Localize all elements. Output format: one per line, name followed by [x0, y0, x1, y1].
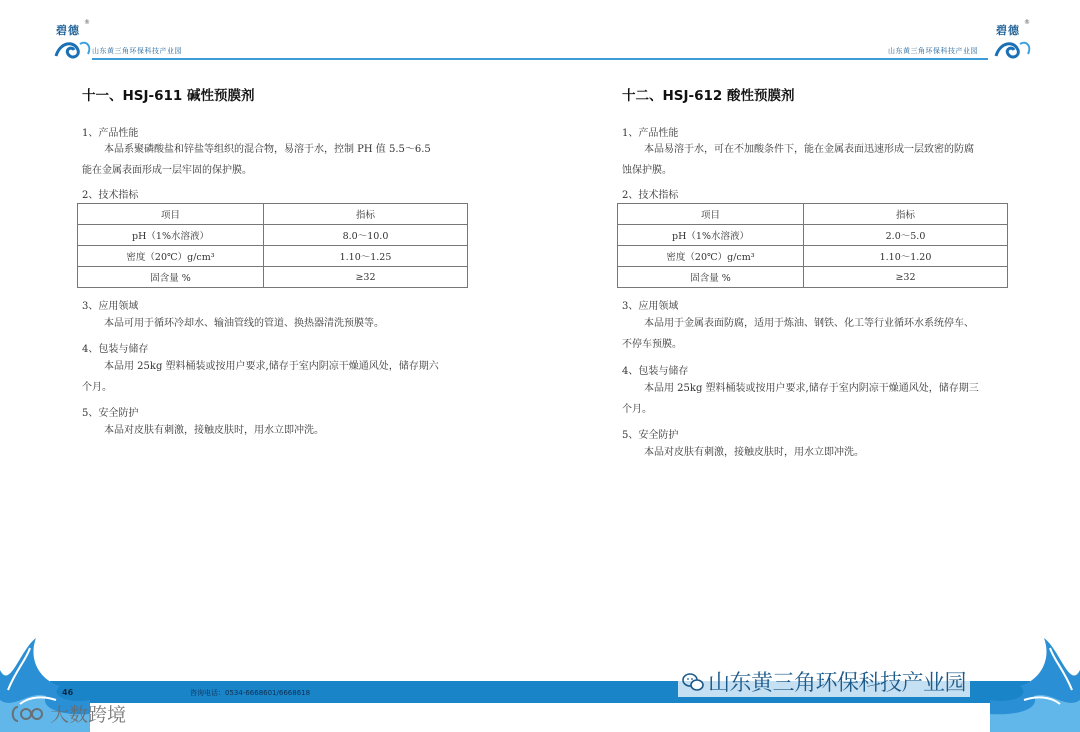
table-cell: 1.10～1.20: [804, 246, 1008, 267]
page-number: 46: [62, 688, 74, 697]
paragraph-line: 能在金属表面形成一层牢固的保护膜。: [82, 165, 252, 176]
paragraph-line: 本品用 25kg 塑料桶装或按用户要求,储存于室内阴凉干燥通风处，储存期三: [644, 383, 979, 394]
table-cell: 固含量 %: [618, 267, 804, 288]
table-row: [78, 267, 468, 288]
table-cell: pH（1%水溶液）: [618, 225, 804, 246]
section-heading: 5、安全防护: [82, 408, 139, 419]
table-cell: 1.10～1.25: [264, 246, 468, 267]
table-cell: 密度（20℃）g/cm³: [618, 246, 804, 267]
table-header-row: [618, 204, 1008, 225]
paragraph-line: 本品用于金属表面防腐，适用于炼油、钢铁、化工等行业循环水系统停车、: [644, 318, 974, 329]
watermark-text: 山东黄三角环保科技产业园: [708, 671, 967, 696]
section-heading: 4、包装与储存: [82, 344, 149, 355]
table-cell: pH（1%水溶液）: [78, 225, 264, 246]
decorative-wave-right: [990, 630, 1080, 732]
logo-wave-icon: [52, 36, 94, 64]
watermark-brand-text: 大数跨境: [50, 704, 127, 726]
table-header-cell: 指标: [264, 204, 468, 225]
table-header-row: [78, 204, 468, 225]
table-cell: 密度（20℃）g/cm³: [78, 246, 264, 267]
company-logo: [992, 19, 1034, 64]
brand-logo-icon: [8, 704, 44, 724]
table-header-cell: 项目: [78, 204, 264, 225]
section-heading: 1、产品性能: [622, 128, 679, 139]
table-cell: 固含量 %: [78, 267, 264, 288]
logo-text: 碧德: [996, 24, 1020, 37]
header-divider: [540, 58, 988, 60]
table-cell: 2.0～5.0: [804, 225, 1008, 246]
watermark-brand: [8, 700, 126, 727]
table-cell: 8.0～10.0: [264, 225, 468, 246]
section-heading: 1、产品性能: [82, 128, 139, 139]
section-heading: 2、技术指标: [82, 190, 139, 201]
footer-base: [0, 703, 1080, 732]
section-heading: 2、技术指标: [622, 190, 679, 201]
table-row: [618, 267, 1008, 288]
section-heading: 3、应用领域: [82, 301, 139, 312]
logo-registered-mark: ®: [84, 19, 90, 26]
table-cell: ≥32: [264, 267, 468, 288]
company-logo: [52, 19, 94, 64]
page-title: 十一、HSJ-611 碱性预膜剂: [82, 88, 255, 104]
table-header-cell: 项目: [618, 204, 804, 225]
page-title: 十二、HSJ-612 酸性预膜剂: [622, 88, 795, 104]
table-row: [78, 246, 468, 267]
header-company-name: 山东黄三角环保科技产业园: [92, 47, 182, 55]
header-company-name: 山东黄三角环保科技产业园: [888, 47, 978, 55]
table-row: [618, 225, 1008, 246]
section-heading: 3、应用领域: [622, 301, 679, 312]
contact-phone: 咨询电话：0534-6668601/6668618: [190, 689, 311, 697]
watermark-account-name: [678, 666, 970, 697]
spec-table: [617, 203, 1008, 288]
logo-wave-icon: [992, 36, 1034, 64]
paragraph-line: 本品易溶于水，可在不加酸条件下，能在金属表面迅速形成一层致密的防腐: [644, 144, 974, 155]
paragraph-line: 本品用 25kg 塑料桶装或按用户要求,储存于室内阴凉干燥通风处，储存期六: [104, 361, 439, 372]
paragraph-line: 个月。: [622, 404, 652, 415]
section-heading: 4、包装与储存: [622, 366, 689, 377]
paragraph-line: 不停车预膜。: [622, 339, 682, 350]
paragraph-line: 个月。: [82, 382, 112, 393]
table-header-cell: 指标: [804, 204, 1008, 225]
section-heading: 5、安全防护: [622, 430, 679, 441]
table-cell: ≥32: [804, 267, 1008, 288]
header-divider: [92, 58, 540, 60]
wechat-icon: [682, 672, 704, 692]
logo-registered-mark: ®: [1024, 19, 1030, 26]
paragraph-line: 本品对皮肤有刺激，接触皮肤时，用水立即冲洗。: [104, 425, 324, 436]
spec-table: [77, 203, 468, 288]
paragraph-line: 蚀保护膜。: [622, 165, 672, 176]
paragraph-line: 本品系聚磷酸盐和锌盐等组织的混合物，易溶于水，控制 PH 值 5.5～6.5: [104, 144, 431, 155]
table-row: [78, 225, 468, 246]
right-page: [540, 0, 1080, 732]
table-row: [618, 246, 1008, 267]
paragraph-line: 本品可用于循环冷却水、输油管线的管道、换热器清洗预膜等。: [104, 318, 384, 329]
paragraph-line: 本品对皮肤有刺激，接触皮肤时，用水立即冲洗。: [644, 447, 864, 458]
logo-text: 碧德: [56, 24, 80, 37]
